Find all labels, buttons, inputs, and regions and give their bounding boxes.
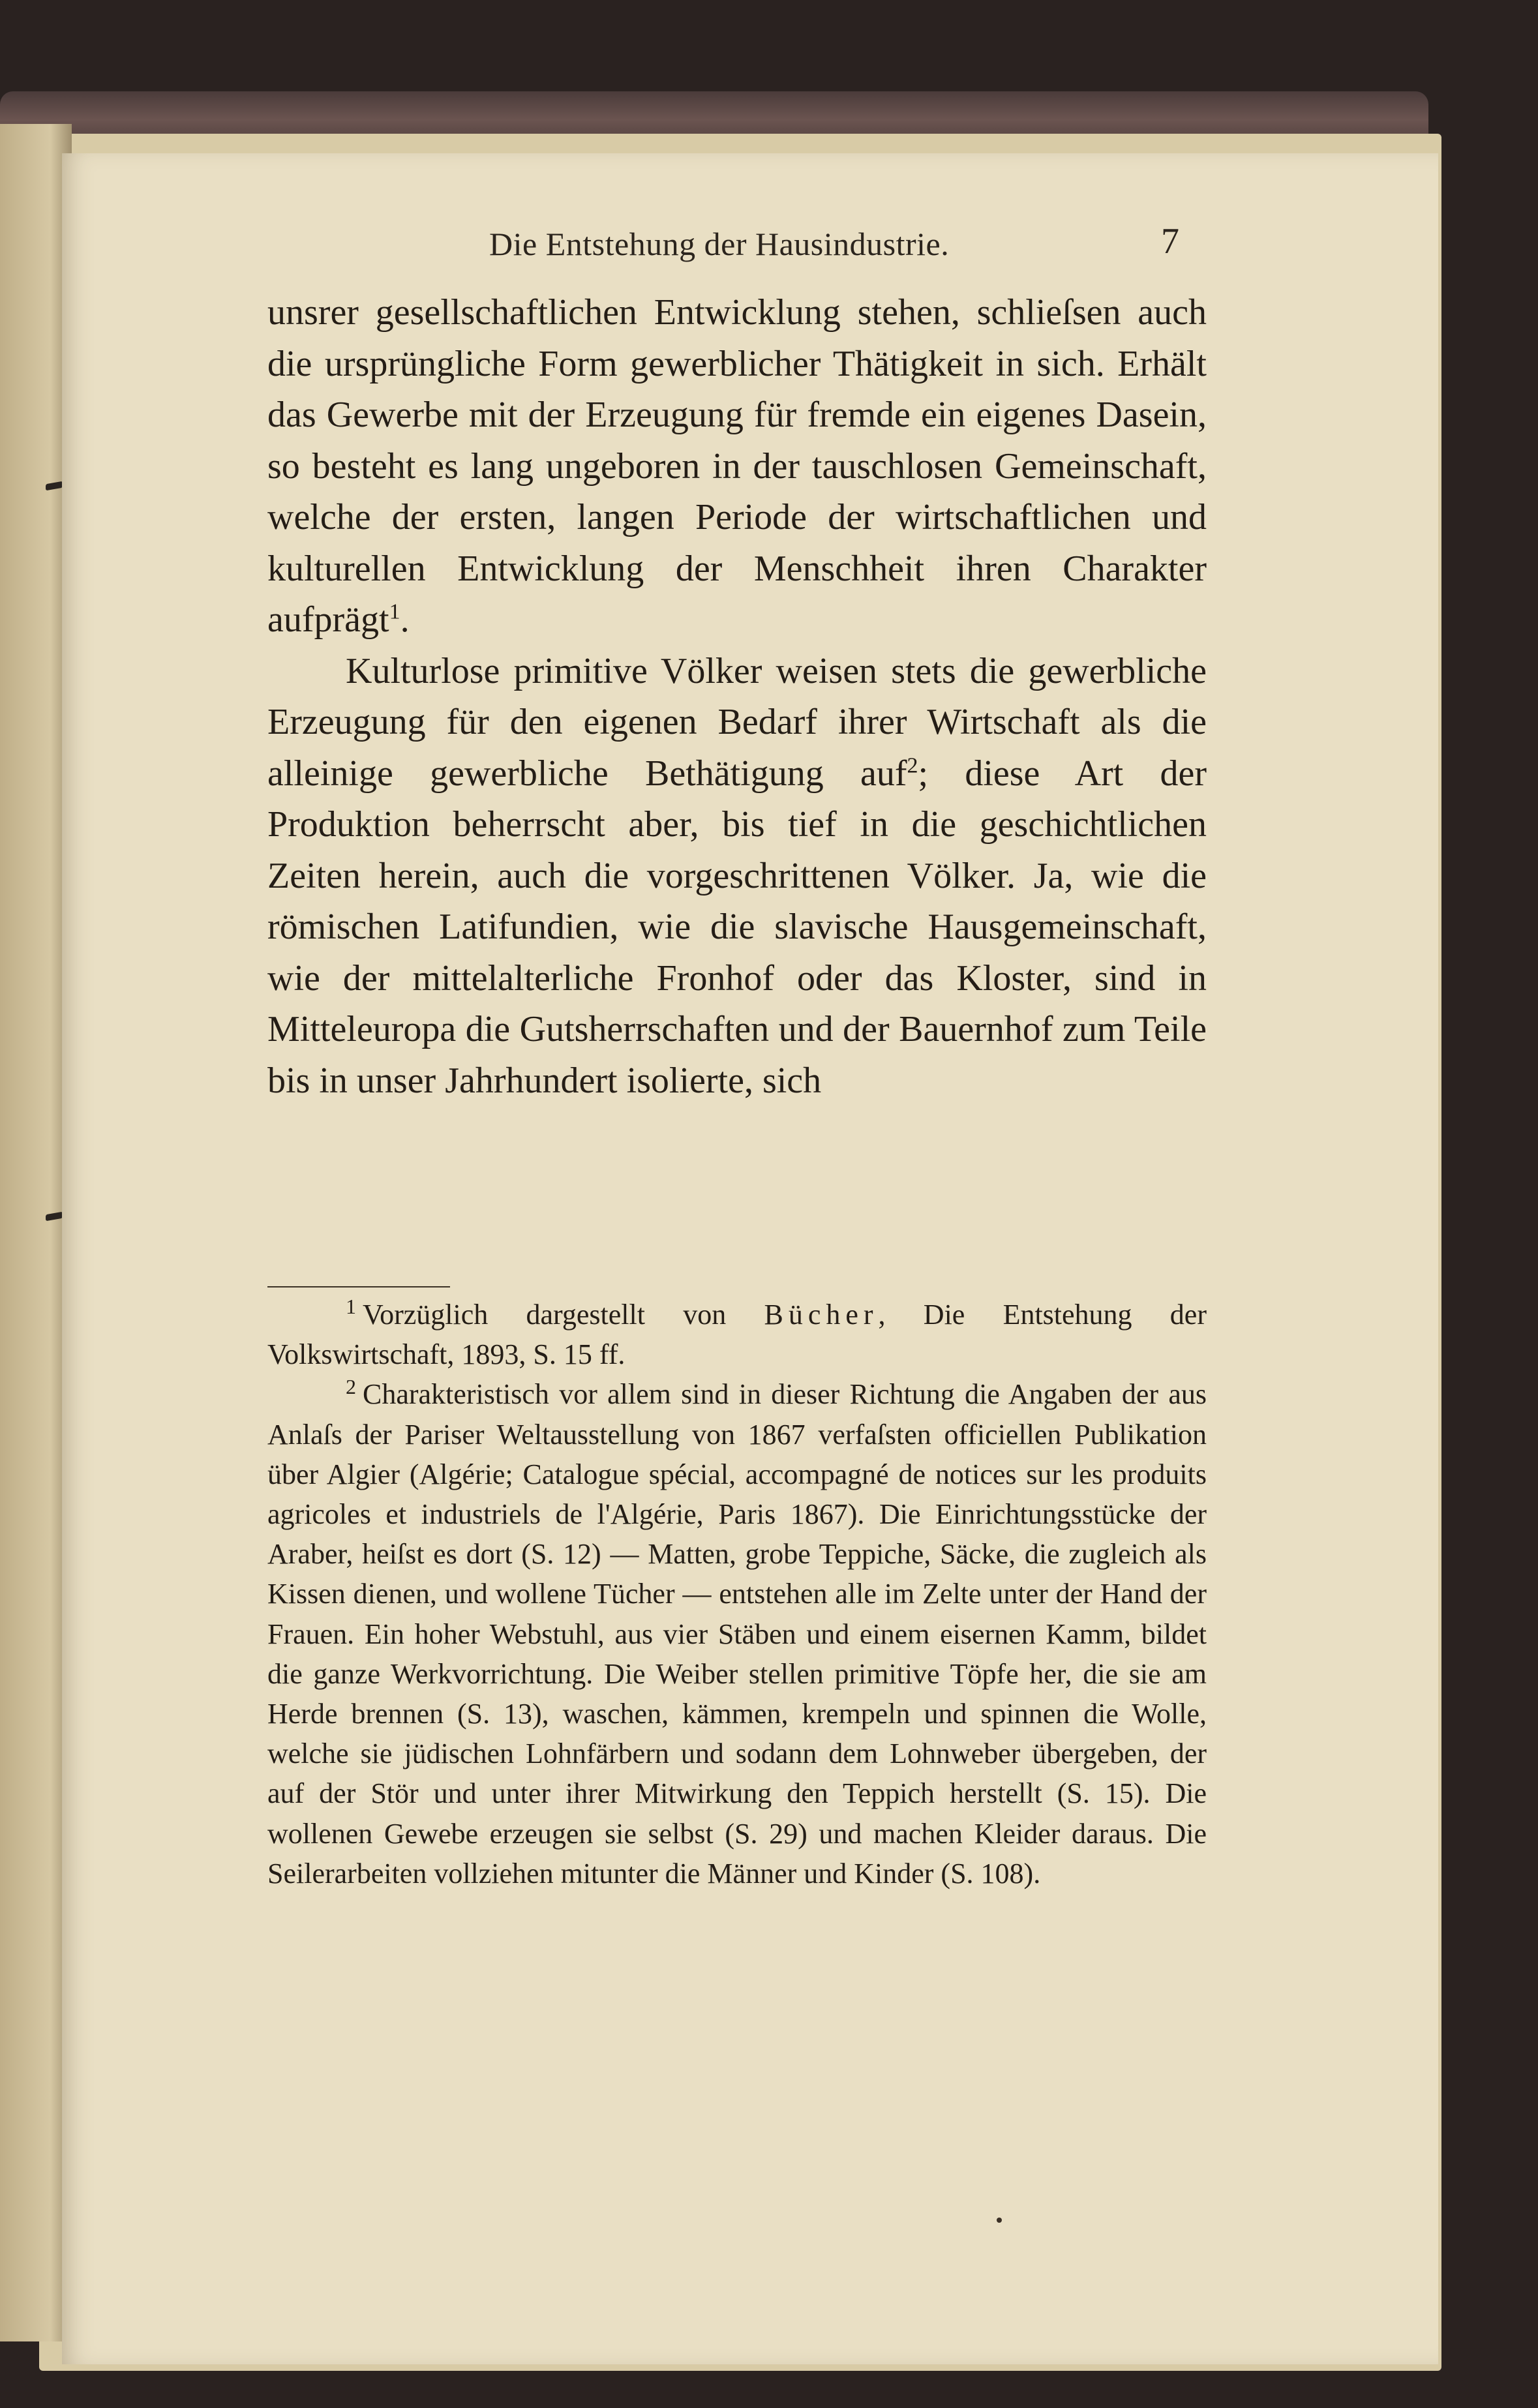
footnote-number: 1 [346, 1295, 356, 1319]
footnote-1 [267, 1295, 1207, 1374]
paragraph-end: . [400, 599, 410, 640]
body-text [267, 287, 1207, 1106]
paragraph-text: unsrer gesellschaftlichen Entwicklung stehen, schlieſsen auch die ursprüngliche Form gewerblicher Thätigkeit in sich. Erhält das Gewerbe mit der Erzeugung für fremde ein eigenes Dasein, so besteht es lang ungeboren in der tauschlosen Gemeinschaft, welche der ersten, langen Periode der wirtschaftlichen und kulturellen Entwicklung der Menschheit ihren Charakter aufprägt [267, 292, 1207, 640]
footnotes [267, 1295, 1207, 1893]
footnote-reference: 1 [389, 599, 400, 624]
footnote-number: 2 [346, 1374, 356, 1398]
page-number: 7 [1161, 221, 1179, 262]
running-head: Die Entstehung der Hausindustrie. [489, 226, 950, 262]
footnote-2 [267, 1374, 1207, 1893]
paragraph-text: ; diese Art der Produktion beherrscht aber, bis tief in die geschichtlichen Zeiten herein, auch die vorgeschrittenen Völker. Ja, wie die römischen Latifundien, wie die slavische Hausgemeinschaft, wie der mittelalterliche Fronhof oder das Kloster, sind in Mitteleuropa die Gutsherrschaften und der Bauernhof zum Teile bis in unser Jahrhundert isolierte, sich [267, 753, 1207, 1101]
footnote-reference: 2 [907, 753, 918, 777]
footnote-rule [267, 1286, 450, 1287]
footnote-author: Bücher [764, 1299, 879, 1331]
paragraph [267, 646, 1207, 1107]
left-page-edge [0, 124, 72, 2341]
paragraph-text: Kulturlose primitive Völker weisen stets die gewerbliche Erzeugung für den eigenen Bedarf ihrer Wirtschaft als die alleinige gewerbliche Bethätigung auf [267, 650, 1207, 794]
footnote-text: , Die Entstehung der Volkswirtschaft, 1893, S. 15 ff. [267, 1299, 1207, 1371]
paragraph [267, 287, 1207, 646]
ink-speck [997, 2218, 1002, 2223]
footnote-text: Charakteristisch vor allem sind in dieser Richtung die Angaben der aus Anlaſs der Pariser Weltausstellung von 1867 verfaſsten officiellen Publikation über Algier (Algérie; Catalogue spécial, accompagné de notices sur les produits agricoles et industriels de l'Algérie, Paris 1867). Die Einrichtungsstücke der Araber, heiſst es dort (S. 12) — Matten, grobe Teppiche, Säcke, die zugleich als Kissen dienen, und wollene Tücher — entstehen alle im Zelte unter der Hand der Frauen. Ein hoher Webstuhl, aus vier Stäben und einem eisernen Kamm, bildet die ganze Werkvorrichtung. Die Weiber stellen primitive Töpfe her, die sie am Herde brennen (S. 13), waschen, kämmen, krempeln und spinnen die Wolle, welche sie jüdischen Lohnfärbern und sodann dem Lohnweber übergeben, der auf der Stör und unter ihrer Mitwirkung den Teppich herstellt (S. 15). Die wollenen Gewebe erzeugen sie selbst (S. 29) und machen Kleider daraus. Die Seilerarbeiten vollziehen mitunter die Männer und Kinder (S. 108). [267, 1378, 1207, 1889]
footnote-text: Vorzüglich dargestellt von [363, 1299, 727, 1331]
